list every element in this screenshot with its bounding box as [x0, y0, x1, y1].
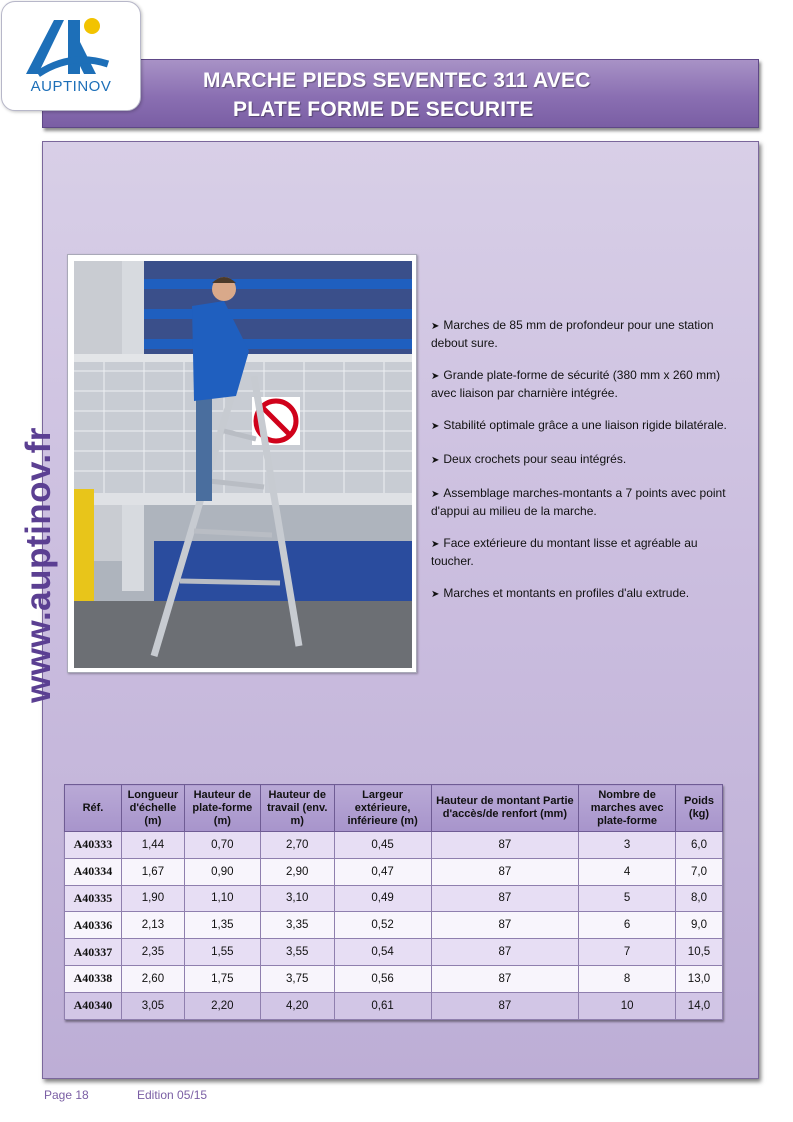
table-row	[65, 912, 723, 939]
table-cell: 3,05	[121, 992, 184, 1019]
feature-item	[431, 485, 731, 519]
feature-text: Deux crochets pour seau intégrés.	[443, 452, 627, 466]
table-cell: 2,35	[121, 939, 184, 966]
footer-page-number: Page 18	[44, 1088, 89, 1102]
table-cell: 87	[431, 885, 579, 912]
table-cell: 1,44	[121, 832, 184, 859]
table-cell: A40338	[65, 965, 122, 992]
table-cell: A40333	[65, 832, 122, 859]
table-cell: 5	[579, 885, 676, 912]
column-header: Hauteur de plate-forme (m)	[184, 785, 260, 832]
column-header: Réf.	[65, 785, 122, 832]
feature-text: Assemblage marches-montants a 7 points avec point d'appui au milieu de la marche.	[431, 486, 726, 518]
table-cell: 2,70	[260, 832, 334, 859]
arrow-bullet-icon: ➤	[431, 321, 440, 332]
table-cell: 0,56	[334, 965, 431, 992]
table-cell: 9,0	[676, 912, 723, 939]
column-header: Hauteur de montant Partie d'accès/de renfort (mm)	[431, 785, 579, 832]
table-cell: 3,35	[260, 912, 334, 939]
table-cell: 87	[431, 939, 579, 966]
page-title-line-2: PLATE FORME DE SECURITE	[233, 98, 534, 121]
table-cell: A40340	[65, 992, 122, 1019]
feature-text: Marches de 85 mm de profondeur pour une station debout sure.	[431, 318, 714, 350]
table-cell: 1,35	[184, 912, 260, 939]
arrow-bullet-icon: ➤	[431, 589, 440, 600]
column-header: Largeur extérieure, inférieure (m)	[334, 785, 431, 832]
table-cell: 3,75	[260, 965, 334, 992]
arrow-bullet-icon: ➤	[431, 455, 440, 466]
table-cell: 0,45	[334, 832, 431, 859]
table-cell: 10,5	[676, 939, 723, 966]
table-cell: 8	[579, 965, 676, 992]
table-cell: 2,60	[121, 965, 184, 992]
column-header: Longueur d'échelle (m)	[121, 785, 184, 832]
table-cell: 87	[431, 832, 579, 859]
table-cell: 4	[579, 858, 676, 885]
table-cell: 1,75	[184, 965, 260, 992]
table-cell: 0,47	[334, 858, 431, 885]
table-cell: 2,90	[260, 858, 334, 885]
table-cell: 13,0	[676, 965, 723, 992]
table-cell: 1,90	[121, 885, 184, 912]
feature-item	[431, 535, 731, 569]
table-cell: 0,90	[184, 858, 260, 885]
table-cell: 1,67	[121, 858, 184, 885]
column-header: Nombre de marches avec plate-forme	[579, 785, 676, 832]
feature-item	[431, 367, 731, 401]
table-row	[65, 965, 723, 992]
table-row	[65, 992, 723, 1019]
table-cell: 87	[431, 858, 579, 885]
arrow-bullet-icon: ➤	[431, 539, 440, 550]
table-row	[65, 858, 723, 885]
specs-table	[64, 784, 723, 1020]
arrow-bullet-icon: ➤	[431, 371, 440, 382]
feature-item	[431, 417, 731, 435]
table-cell: 10	[579, 992, 676, 1019]
table-cell: 2,13	[121, 912, 184, 939]
logo-mark-icon	[26, 12, 116, 78]
product-photo	[67, 254, 417, 673]
table-row	[65, 939, 723, 966]
feature-item	[431, 451, 731, 469]
arrow-bullet-icon: ➤	[431, 489, 440, 500]
table-cell: 14,0	[676, 992, 723, 1019]
table-cell: 1,55	[184, 939, 260, 966]
page-title-line-1: MARCHE PIEDS SEVENTEC 311 AVEC	[203, 69, 591, 92]
table-cell: 3,55	[260, 939, 334, 966]
table-cell: 3	[579, 832, 676, 859]
feature-text: Face extérieure du montant lisse et agréable au toucher.	[431, 536, 698, 568]
table-cell: 0,52	[334, 912, 431, 939]
feature-item	[431, 585, 731, 603]
feature-text: Marches et montants en profiles d'alu extrude.	[443, 586, 690, 600]
arrow-bullet-icon: ➤	[431, 421, 440, 432]
table-cell: 87	[431, 912, 579, 939]
website-url[interactable]: www.auptinov.fr	[19, 427, 58, 703]
table-header-row	[65, 785, 723, 832]
table-cell: 6,0	[676, 832, 723, 859]
table-cell: 7,0	[676, 858, 723, 885]
table-cell: 0,49	[334, 885, 431, 912]
table-row	[65, 885, 723, 912]
table-cell: 4,20	[260, 992, 334, 1019]
table-cell: A40336	[65, 912, 122, 939]
table-cell: 7	[579, 939, 676, 966]
table-cell: 2,20	[184, 992, 260, 1019]
table-cell: 0,61	[334, 992, 431, 1019]
table-cell: 0,70	[184, 832, 260, 859]
feature-item	[431, 317, 731, 351]
table-cell: A40334	[65, 858, 122, 885]
column-header: Hauteur de travail (env. m)	[260, 785, 334, 832]
table-cell: 87	[431, 965, 579, 992]
feature-text: Grande plate-forme de sécurité (380 mm x 260 mm) avec liaison par charnière intégrée.	[431, 368, 721, 400]
table-cell: 3,10	[260, 885, 334, 912]
table-row	[65, 832, 723, 859]
column-header: Poids (kg)	[676, 785, 723, 832]
table-cell: 87	[431, 992, 579, 1019]
table-cell: 8,0	[676, 885, 723, 912]
footer-edition: Edition 05/15	[137, 1088, 208, 1102]
table-cell: 6	[579, 912, 676, 939]
feature-list	[431, 317, 731, 619]
title-bar	[42, 59, 759, 128]
table-cell: A40335	[65, 885, 122, 912]
table-cell: 0,54	[334, 939, 431, 966]
feature-text: Stabilité optimale grâce a une liaison rigide bilatérale.	[443, 418, 727, 432]
logo-brand-text: AUPTINOV	[30, 78, 112, 95]
table-cell: A40337	[65, 939, 122, 966]
logo	[1, 1, 141, 111]
table-cell: 1,10	[184, 885, 260, 912]
